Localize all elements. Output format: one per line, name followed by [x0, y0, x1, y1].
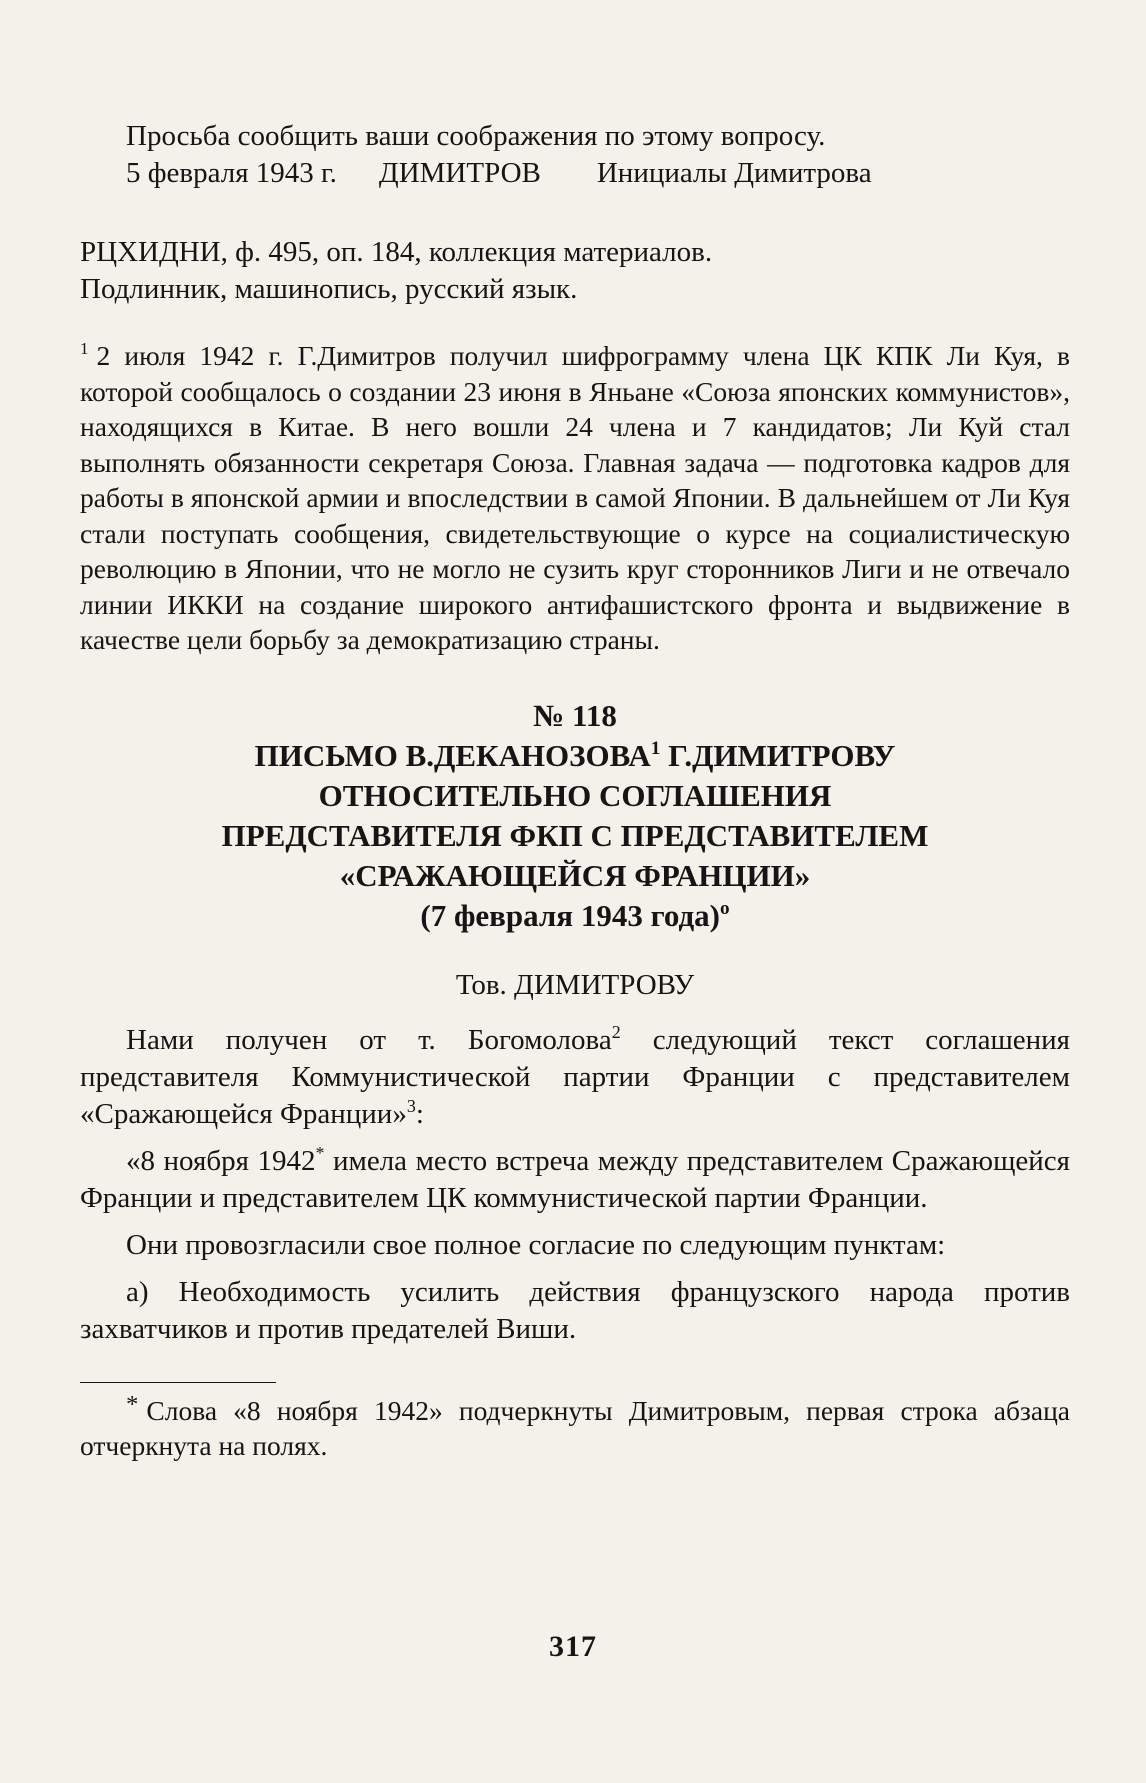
- signoff-initials-note: Инициалы Димитрова: [596, 157, 872, 189]
- document-title: [80, 736, 1070, 936]
- page-number: 317: [549, 1630, 597, 1663]
- signoff-date: 5 февраля 1943 г.: [126, 157, 337, 189]
- addressee: Тов. ДИМИТРОВУ: [455, 968, 695, 1001]
- body-paragraph-2: «8 ноября 1942* имела место встреча между представителем Сражающейся Франции и представителем ЦК коммунистической партии Франции.: [80, 1142, 1071, 1214]
- body-paragraph-1: Нами получен от т. Богомолова$^2$ следующий текст соглашения представителя Коммунистической партии Франции с представителем «Сражающейся Франции»$^3$:: [80, 1021, 1071, 1130]
- footnote-divider: [80, 1382, 276, 1383]
- bottom-footnote-text: Слова «8 ноября 1942» подчеркнуты Димитровым, первая строка абзаца отчеркнута на полях.: [80, 1394, 1070, 1461]
- archive-line-1: РЦХИДНИ, ф. 495, оп. 184, коллекция материалов.: [80, 236, 713, 268]
- document-title-line-4: «СРАЖАЮЩЕЙСЯ ФРАНЦИИ»: [339, 857, 811, 893]
- document-number: № 118: [533, 697, 617, 733]
- footnote-1-text: 2 июля 1942 г. Г.Димитров получил шифрограмму члена ЦК КПК Ли Куя, в которой сообщалось о создании 23 июня в Яньане «Союза японских коммунистов», находящихся в Китае. В него вошли 24 члена и 7 кандидатов; Ли Куй стал выполнять обязанности секретаря Союза. Главная задача — подготовка кадров для работы в японской армии и впоследствии в самой Японии. В дальнейшем от Ли Куя стали поступать сообщения, свидетельствующие о курсе на социалистическую революцию в Японии, что не могло не сузить круг сторонников Лиги и не отвечало линии ИККИ на создание широкого антифашистского фронта и выдвижение в качестве цели борьбу за демократизацию страны.: [80, 340, 1070, 655]
- document-date-mark: о: [720, 897, 730, 919]
- bottom-footnote: [80, 1393, 1070, 1463]
- footnote-1: [80, 338, 1070, 658]
- asterisk-ref: *: [315, 1142, 325, 1163]
- document-title-line-1: ПИСЬМО В.ДЕКАНОЗОВА$^1$ Г.ДИМИТРОВУ: [254, 737, 896, 773]
- document-page: [80, 118, 1070, 1463]
- footnote-3-ref: 3: [406, 1095, 416, 1116]
- archive-line-2: Подлинник, машинопись, русский язык.: [80, 273, 578, 305]
- document-title-addressee: Г.ДИМИТРОВУ: [668, 737, 896, 773]
- document-date: (7 февраля 1943 года)$^о$: [420, 897, 730, 933]
- footnote-1-mark: 1: [80, 339, 89, 359]
- signoff-line: [80, 155, 1070, 192]
- request-line: Просьба сообщить ваши соображения по этому вопросу.: [126, 120, 826, 152]
- body-paragraph-3: Они провозгласили свое полное согласие по следующим пунктам:: [126, 1228, 946, 1261]
- letter-body: [80, 1022, 1070, 1348]
- archive-reference: [80, 234, 1070, 308]
- title-footnote-mark: 1: [650, 737, 661, 759]
- body-paragraph-4: а) Необходимость усилить действия французского народа против захватчиков и против предателей Виши.: [80, 1275, 1070, 1345]
- document-title-line-3: ПРЕДСТАВИТЕЛЯ ФКП С ПРЕДСТАВИТЕЛЕМ: [221, 817, 929, 853]
- document-title-line-2: ОТНОСИТЕЛЬНО СОГЛАШЕНИЯ: [318, 777, 832, 813]
- bottom-footnote-mark: *: [126, 1391, 139, 1419]
- footnote-2-ref: 2: [611, 1021, 621, 1042]
- signoff-name: ДИМИТРОВ: [378, 157, 541, 189]
